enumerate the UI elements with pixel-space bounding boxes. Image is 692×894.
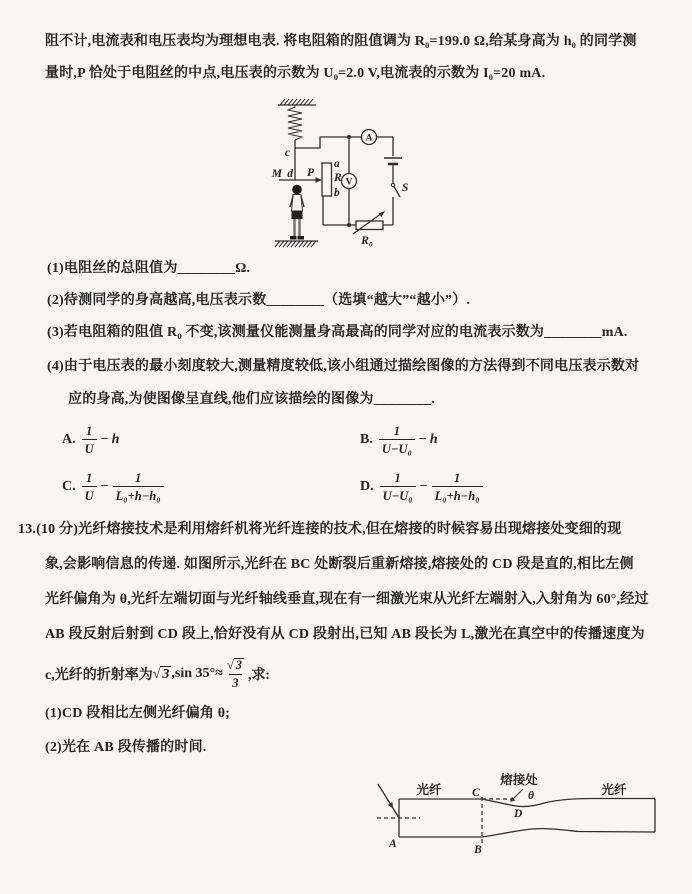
fraction: $\frac{1}{\text{U−U₀}}$ bbox=[380, 472, 416, 503]
junction-dot-bottom bbox=[347, 223, 351, 227]
label-R: R bbox=[334, 172, 342, 184]
sqrt-3: √ 3 bbox=[152, 666, 170, 682]
switch-label: S bbox=[402, 182, 409, 194]
q12-cont-line-1: 阻不计,电流表和电压表均为理想电表. 将电阻箱的阻值调为 R₀=199.0 Ω,给某身高为 h₀ 的同学测 bbox=[45, 34, 637, 49]
fiber-left-label: 光纤 bbox=[416, 783, 442, 797]
q12-sub2: (2)待测同学的身高越高,电压表示数________（选填“越大”“越小”）. bbox=[47, 293, 471, 308]
option-a-tail: h bbox=[111, 432, 120, 447]
fraction: $\frac{1}{\text{L₀+h−h₀}}$ bbox=[113, 472, 164, 503]
optical-fiber-diagram bbox=[372, 768, 672, 886]
minus-sign: − bbox=[100, 432, 109, 447]
option-d-label: D. bbox=[360, 479, 374, 494]
q13-line-1: 13.(10 分)光纤熔接技术是利用熔纤机将光纤连接的技术,但在熔接的时候容易出现熔接处变细的现 bbox=[18, 522, 622, 537]
fraction: $\frac{1}{\text{L₀+h−h₀}}$ bbox=[432, 472, 483, 503]
option-c bbox=[62, 470, 165, 504]
option-c-label: C. bbox=[62, 479, 76, 494]
slider-pointer bbox=[279, 177, 322, 183]
q13-line5-mid: ,sin 35°≈ bbox=[171, 666, 223, 681]
minus-sign: − bbox=[419, 479, 428, 494]
q12-sub3: (3)若电阻箱的阻值 R₀ 不变,该测量仪能测量身高最高的同学对应的电流表示数为________mA. bbox=[47, 325, 628, 340]
q12-sub4-line2: 应的身高,为使图像呈直线,他们应该描绘的图像为________. bbox=[68, 392, 435, 407]
label-a: a bbox=[334, 158, 340, 170]
q12-cont-line-2: 量时,P 恰处于电阻丝的中点,电压表的示数为 U₀=2.0 V,电流表的示数为 I₀=20 mA. bbox=[45, 66, 546, 81]
battery-icon bbox=[384, 158, 402, 164]
minus-sign: − bbox=[100, 479, 109, 494]
label-M: M bbox=[271, 168, 282, 180]
rheostat-icon bbox=[353, 211, 385, 234]
resistance-wire bbox=[322, 163, 332, 196]
q13-sub1: (1)CD 段相比左侧光纤偏角 θ; bbox=[45, 706, 231, 721]
q13-line-3: 光纤偏角为 θ,光纤左端切面与光纤轴线垂直,现在有一细激光束从光纤左端射入,入射角为 60°,经过 bbox=[45, 592, 649, 607]
voltmeter-label: V bbox=[345, 177, 353, 188]
ceiling-hatch bbox=[278, 99, 316, 105]
point-C-label: C bbox=[472, 787, 480, 799]
option-b-label: B. bbox=[360, 432, 373, 447]
label-d: d bbox=[287, 168, 293, 180]
person-figure bbox=[290, 185, 304, 240]
fraction: $\frac{1}{U}$ bbox=[82, 425, 97, 456]
incident-ray bbox=[378, 784, 399, 818]
theta-label: θ bbox=[528, 790, 534, 802]
fraction: $\frac{1}{U}$ bbox=[82, 472, 97, 503]
label-P: P bbox=[306, 167, 314, 179]
minus-sign: − bbox=[418, 432, 427, 447]
point-D-label: D bbox=[514, 808, 523, 820]
ammeter-label: A bbox=[365, 133, 373, 144]
q13-line5-pre: c,光纤的折射率为 bbox=[45, 668, 153, 683]
q13-line-2: 象,会影响信息的传递. 如图所示,光纤在 BC 处断裂后重新熔接,熔接处的 CD 段是直的,相比左侧 bbox=[45, 557, 634, 572]
splice-pointer-arrow bbox=[510, 789, 523, 802]
q13-line-4: AB 段反射后射到 CD 段上,恰好没有从 CD 段射出,已知 AB 段长为 L,激光在真空中的传播速度为 bbox=[45, 627, 645, 642]
option-b bbox=[360, 424, 438, 456]
junction-dot-top bbox=[347, 135, 351, 139]
option-a-label: A. bbox=[62, 432, 76, 447]
rheostat-label: R₀ bbox=[361, 235, 373, 247]
q13-line-5 bbox=[45, 656, 270, 692]
spring bbox=[288, 105, 302, 140]
q12-sub4-line1: (4)由于电压表的最小刻度较大,测量精度较低,该小组通过描绘图像的方法得到不同电压表示数对 bbox=[47, 359, 640, 374]
q12-sub1: (1)电阻丝的总阻值为________Ω. bbox=[47, 261, 251, 276]
option-a bbox=[62, 424, 119, 456]
fraction-sqrt3-over-3: √ 3 3 bbox=[226, 658, 242, 691]
option-d bbox=[360, 470, 484, 504]
wire-top bbox=[295, 137, 393, 148]
circuit-diagram bbox=[256, 92, 412, 254]
q13-line5-post: ,求: bbox=[247, 668, 271, 683]
label-c: c bbox=[284, 147, 290, 159]
switch-icon bbox=[391, 183, 400, 197]
fraction: $\frac{1}{\text{U−U₀}}$ bbox=[379, 425, 415, 456]
option-b-tail: h bbox=[429, 432, 438, 447]
point-A-label: A bbox=[389, 838, 397, 850]
point-B-label: B bbox=[474, 844, 482, 856]
ground-hatch bbox=[275, 241, 318, 247]
label-b: b bbox=[334, 187, 340, 199]
splice-label: 熔接处 bbox=[500, 773, 538, 787]
fiber-outline bbox=[399, 799, 655, 838]
fiber-right-label: 光纤 bbox=[601, 783, 627, 797]
q13-sub2: (2)光在 AB 段传播的时间. bbox=[45, 740, 207, 755]
